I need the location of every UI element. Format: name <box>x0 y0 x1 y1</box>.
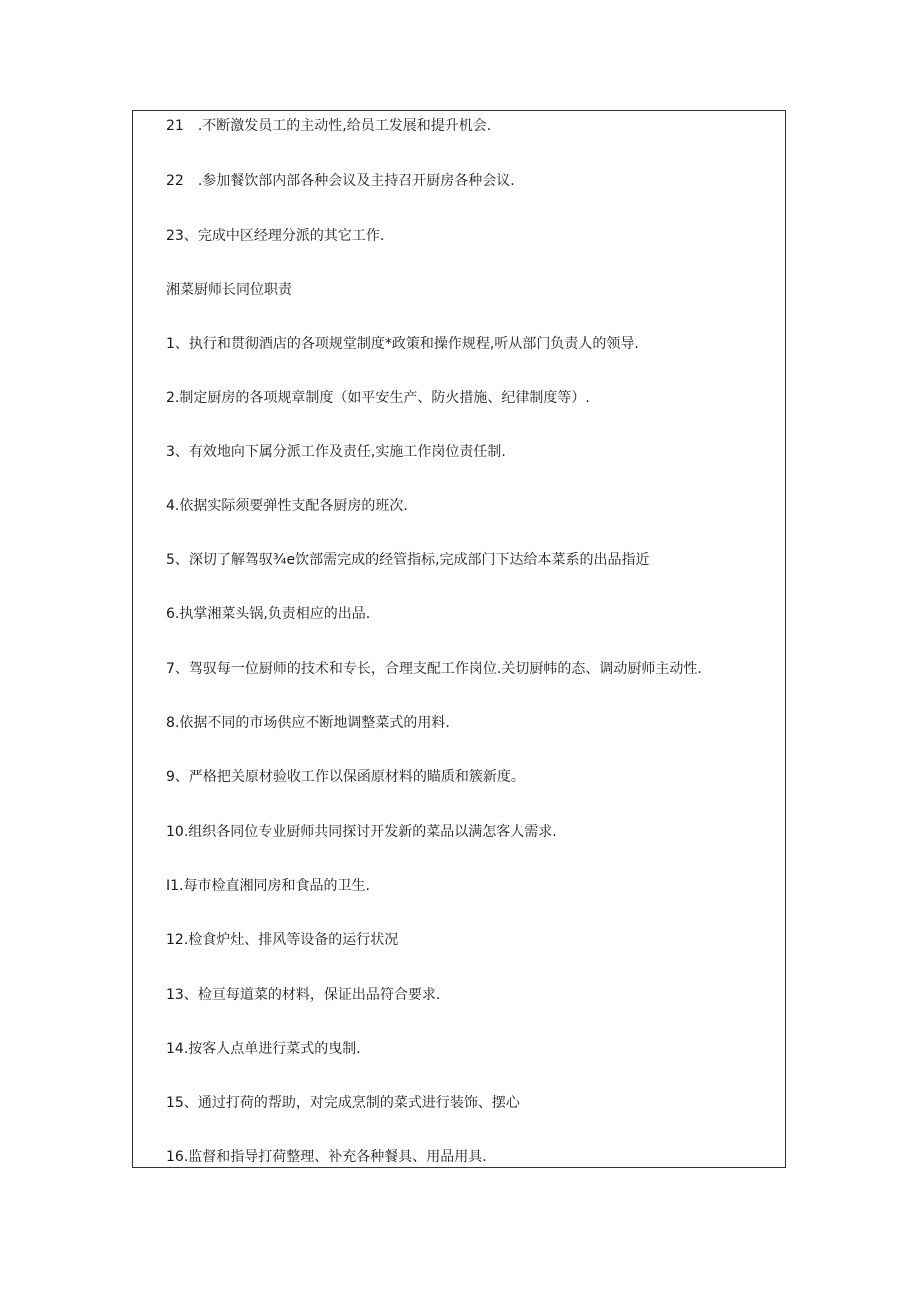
text-line-item-16: 16.监督和指导打荷整理、补充各种餐具、用品用具. <box>166 1149 487 1165</box>
text-line-item-7: 7、驾驭每一位厨师的技术和专长，合理支配工作岗位.关切厨帏的态、调动厨师主动性. <box>166 661 702 677</box>
text-line-item-2: 2.制定厨房的各项规章制度（如平安生产、防火措施、纪律制度等）. <box>166 390 590 406</box>
text-line-item-3: 3、有效地向下属分派工作及责任,实施工作岗位责任制. <box>166 444 506 460</box>
text-line-item-22: 22 .参加餐饮部内部各种会议及主持召开厨房各种会议. <box>166 173 515 189</box>
section-heading: 湘菜厨师长同位职责 <box>166 282 292 298</box>
text-line-item-21: 21 .不断激发员工的主动性,给员工发展和提升机会. <box>166 118 492 134</box>
text-line-item-8: 8.依据不同的市场供应不断地调整菜式的用料. <box>166 715 450 731</box>
document-frame <box>132 110 786 1168</box>
text-line-item-10: 10.组织各同位专业厨师共同探讨开发新的菜品以满怎客人需求. <box>166 824 557 840</box>
text-line-item-15: 15、通过打荷的帮助，对完成烹制的菜式进行装饰、摆心 <box>166 1095 520 1111</box>
text-line-item-4: 4.依据实际须要弹性支配各厨房的班次. <box>166 498 408 514</box>
text-line-item-5: 5、深切了解驾驭¾e饮部需完成的经管指标,完成部门下达给本菜系的出品指近 <box>166 552 650 568</box>
text-line-item-13: 13、检亘每道菜的材料，保证出品符合要求. <box>166 987 441 1003</box>
text-line-item-6: 6.执掌湘菜头锅,负责相应的出品. <box>166 606 371 622</box>
text-line-item-14: 14.按客人点单进行菜式的曳制. <box>166 1041 361 1057</box>
text-line-item-23: 23、完成中区经理分派的其它工作. <box>166 228 385 244</box>
text-line-item-1: 1、执行和贯彻酒店的各项规堂制度*政策和操作规程,听从部门负责人的领导. <box>166 336 639 352</box>
text-line-item-9: 9、严格把关原材验收工作以保函原材料的瞄质和簇新度。 <box>166 769 525 785</box>
text-line-item-12: 12.检食炉灶、排风等设备的运行状况 <box>166 932 399 948</box>
text-line-item-11: I1.每市检直湘同房和食品的卫生. <box>166 878 370 894</box>
